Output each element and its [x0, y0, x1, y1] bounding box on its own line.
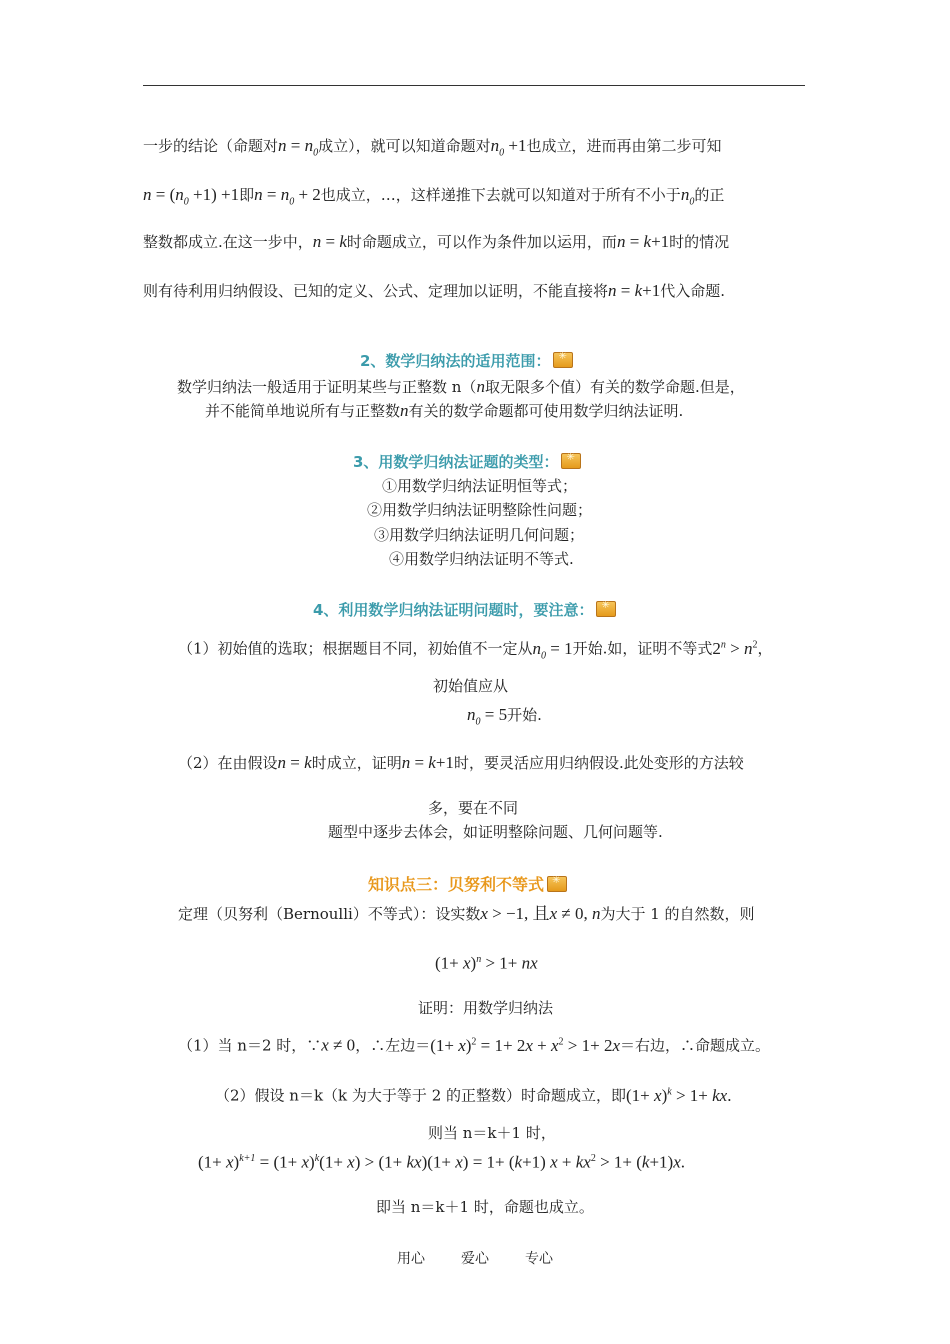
list-item: ②用数学归纳法证明整除性问题； — [367, 501, 593, 519]
heading-text: 知识点三：贝努利不等式 — [368, 875, 545, 894]
proof-case-1 — [178, 1030, 770, 1058]
text: 的正 — [694, 186, 725, 204]
math-n0: $n_0$ — [680, 185, 695, 208]
text: 时成立，证明 — [311, 754, 402, 772]
text: （1）初始值的选取；根据题目不同，初始值不一定从 — [178, 639, 533, 658]
text: 也成立，…，这样递推下去就可以知道对于所有不小于 — [320, 186, 681, 204]
text: 时，要灵活应用归纳假设.此处变形的方法较 — [453, 754, 744, 772]
heading-text: 3、用数学归纳法证题的类型： — [353, 453, 559, 471]
math-n: n — [400, 401, 409, 420]
math-x-ne-0: x ≠ 0 — [321, 1035, 356, 1055]
heading-text: 2、数学归纳法的适用范围： — [360, 352, 551, 370]
text: 定理（贝努利（Bernoulli）不等式）：设实数 — [178, 905, 481, 923]
text: ， — [757, 639, 773, 658]
text: 开始.如，证明不等式 — [572, 639, 713, 658]
math-bernoulli-inequality: $(1+ x)^n > 1+$ nx — [435, 953, 538, 973]
math-n-eq-k-plus-1: n = k+1 — [616, 232, 670, 251]
math-2n-gt-n2: $2^n > n^2$ — [712, 638, 758, 658]
list-item: ①用数学归纳法证明恒等式； — [382, 477, 578, 495]
knowledge-point-3-heading — [368, 872, 567, 895]
math-case1-expansion: $(1+ x)^2 = 1+ 2x + x^2 > 1+ 2x$ — [430, 1035, 621, 1055]
list-item: ③用数学归纳法证明几何问题； — [374, 526, 585, 544]
text: 也成立，进而再由第二步可知 — [526, 137, 722, 155]
math-n0-eq-1: $n_0 = 1$ — [532, 638, 573, 662]
text: （2）在由假设 — [178, 754, 278, 772]
folder-icon[interactable] — [553, 352, 573, 368]
sec2-line2 — [205, 399, 683, 423]
text: 多，要在不同 — [428, 799, 519, 817]
text: 为大于 1 的自然数，则 — [600, 905, 755, 923]
math-n-eq-k-plus-1: n = k+1 — [608, 281, 661, 300]
heading-text: 4、利用数学归纳法证明问题时，要注意： — [313, 601, 594, 619]
footer-text: 专心 — [525, 1251, 553, 1267]
text: 取无限多个值）有关的数学命题.但是， — [484, 378, 745, 396]
math-n0-plus-1: $n_0 +1$ — [490, 136, 527, 159]
text: 开始. — [507, 706, 542, 724]
proof-case-2 — [215, 1080, 731, 1108]
text: ，∴左边＝ — [355, 1036, 431, 1055]
section-2-heading — [360, 350, 573, 371]
sec4-p1 — [178, 633, 773, 668]
text: 并不能简单地说所有与正整数 — [205, 402, 401, 420]
math-n-eq-k: n = k — [312, 232, 347, 251]
text: （2）假设 n＝k（k 为大于等于 2 的正整数）时命题成立，即 — [215, 1086, 627, 1105]
math-n-eq-k-plus-1: n = k+1 — [401, 753, 454, 772]
math-n0-eq-5: $n_0 = 5$ — [467, 705, 508, 728]
section-4-heading — [313, 599, 616, 620]
text: 时命题成立，可以作为条件加以运用，而 — [346, 233, 617, 251]
para1-line3 — [143, 230, 729, 254]
math-n: n — [476, 377, 485, 396]
text: 初始值应从 — [433, 677, 509, 695]
text: 代入命题. — [660, 282, 726, 300]
math-n-eq-n0: $n = n_0$ — [278, 136, 319, 159]
section-3-heading — [353, 451, 581, 472]
text: ＝右边，∴命题成立。 — [620, 1036, 771, 1055]
math-case2-hypothesis: $(1+ x)^k > 1+$ kx. — [626, 1085, 732, 1105]
page-footer — [0, 1248, 950, 1268]
math-n-eq-k: n = k — [277, 753, 312, 772]
math-n-eq-n0-plus-2: $n = n_0 + 2$ — [254, 185, 321, 208]
text: 时的情况 — [669, 233, 730, 251]
para1-line2 — [143, 183, 724, 214]
text: 有关的数学命题都可使用数学归纳法证明. — [408, 402, 684, 420]
text: 一步的结论（命题对 — [143, 137, 279, 155]
folder-icon[interactable] — [547, 876, 567, 892]
text: 题型中逐步去体会，如证明整除问题、几何问题等. — [328, 823, 663, 841]
footer-text: 爱心 — [461, 1251, 489, 1267]
folder-icon[interactable] — [561, 453, 581, 469]
text: 数学归纳法一般适用于证明某些与正整数 n（ — [177, 378, 477, 396]
text: 则有待利用归纳假设、已知的定义、公式、定理加以证明，不能直接将 — [143, 282, 609, 300]
sec4-p1c — [467, 703, 542, 734]
text: （1）当 n＝2 时，∵ — [178, 1036, 322, 1055]
math-x-gt-minus-1: x > −1, 且x ≠ 0, n — [480, 904, 601, 923]
sec2-line1 — [177, 375, 745, 399]
header-rule — [143, 85, 805, 86]
math-induction-step: $(1+ x)^{k+1} = (1+ x)^k(1+ x) > (1+ kx)(1+ x) = 1+ (k+1)$ $x + kx^2 > 1+ (k+1)x$. — [198, 1152, 685, 1172]
para1-line4 — [143, 279, 725, 303]
text: 整数都成立.在这一步中， — [143, 233, 313, 251]
folder-icon[interactable] — [596, 601, 616, 617]
text: 即当 n＝k＋1 时，命题也成立。 — [376, 1198, 594, 1216]
math-n-eq-n0-plus-1-plus-1: $n = (n_0 +1) +1$ — [143, 185, 240, 208]
list-item: ④用数学归纳法证明不等式. — [389, 550, 574, 568]
sec4-p2 — [178, 751, 744, 775]
text: 即 — [239, 186, 255, 204]
para1-line1 — [143, 134, 721, 165]
footer-text: 用心 — [397, 1251, 425, 1267]
text: 成立），就可以知道命题对 — [318, 137, 491, 155]
text: 则当 n＝k＋1 时， — [428, 1124, 556, 1142]
theorem-line — [178, 902, 755, 926]
text: 证明：用数学归纳法 — [418, 999, 554, 1017]
